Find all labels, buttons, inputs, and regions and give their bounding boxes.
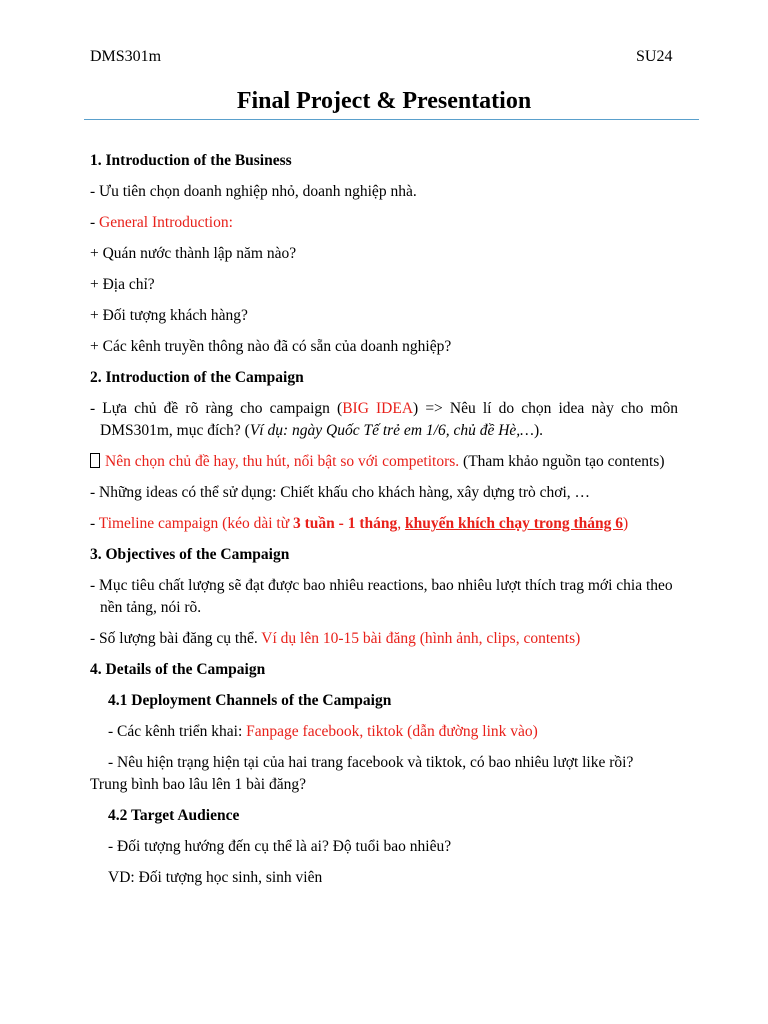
big-idea-label: BIG IDEA xyxy=(342,400,414,417)
s1-question-4: + Các kênh truyền thông nào đã có sẵn của doanh nghiệp? xyxy=(90,338,452,355)
s2-line-1-b: ) => Nêu lí do chọn idea này cho môn DMS301m, mục đích? ( xyxy=(100,400,679,439)
timeline-duration: 3 tuần - 1 tháng xyxy=(293,515,398,532)
s1-question-2: + Địa chỉ? xyxy=(90,276,155,293)
checkbox-icon xyxy=(90,453,100,468)
section-3-heading: 3. Objectives of the Campaign xyxy=(90,546,290,563)
s4-1-line-2-cont: Trung bình bao lâu lên 1 bài đăng? xyxy=(90,776,306,793)
s2-line-2 xyxy=(90,451,678,473)
course-code: DMS301m xyxy=(90,48,162,65)
term-code: SU24 xyxy=(636,48,673,65)
s2-line-4-dash: - xyxy=(90,515,99,532)
s3-line-2 xyxy=(90,628,678,650)
timeline-label: Timeline campaign (kéo dài từ xyxy=(98,515,293,532)
timeline-comma: , xyxy=(397,515,405,532)
s3-line-2-red: Ví dụ lên 10-15 bài đăng (hình ảnh, clips, contents) xyxy=(261,630,581,647)
s1-question-1: + Quán nước thành lập năm nào? xyxy=(90,245,297,262)
s3-line-2-a: - Số lượng bài đăng cụ thể. xyxy=(90,630,262,647)
document-body xyxy=(90,150,678,889)
page-title: Final Project & Presentation xyxy=(236,88,532,114)
section-1-heading: 1. Introduction of the Business xyxy=(90,152,292,169)
timeline-recommendation: khuyến khích chạy trong tháng 6 xyxy=(404,515,624,532)
s2-example-italic: Ví dụ: ngày Quốc Tế trẻ em 1/6, chủ đề Hè,… xyxy=(249,422,534,439)
s4-1-line-1-a: - Các kênh triển khai: xyxy=(108,723,247,740)
s1-line-2 xyxy=(90,212,678,234)
subsection-4-2-heading: 4.2 Target Audience xyxy=(108,807,240,824)
s1-line-2-dash: - xyxy=(90,214,100,231)
section-4-heading: 4. Details of the Campaign xyxy=(90,661,266,678)
s1-question-3: + Đối tượng khách hàng? xyxy=(90,307,248,324)
s2-line-1 xyxy=(90,398,678,442)
s4-1-channels: Fanpage facebook, tiktok (dẫn đường link vào) xyxy=(246,723,538,740)
s4-1-line-2: - Nêu hiện trạng hiện tại của hai trang facebook và tiktok, có bao nhiêu lượt like rồi? xyxy=(108,754,634,771)
s2-line-4 xyxy=(90,513,678,535)
s2-line-2-red: Nên chọn chủ đề hay, thu hút, nổi bật so với competitors. xyxy=(105,453,460,470)
title-divider xyxy=(84,119,699,120)
s2-line-2-b: (Tham khảo nguồn tạo contents) xyxy=(459,453,665,470)
s2-line-1-a: - Lựa chủ đề rõ ràng cho campaign ( xyxy=(90,400,343,417)
general-introduction-label: General Introduction: xyxy=(99,214,233,231)
s4-2-line-1: - Đối tượng hướng đến cụ thể là ai? Độ tuổi bao nhiêu? xyxy=(108,838,452,855)
s4-2-line-2: VD: Đối tượng học sinh, sinh viên xyxy=(108,869,323,886)
subsection-4-1-heading: 4.1 Deployment Channels of the Campaign xyxy=(108,692,392,709)
s3-line-1: - Mục tiêu chất lượng sẽ đạt được bao nhiêu reactions, bao nhiêu lượt thích trag mới chia theo nền tảng, nói rõ. xyxy=(90,577,673,616)
timeline-close: ) xyxy=(623,515,629,532)
s4-1-line-1 xyxy=(90,721,678,743)
s2-line-1-c: ). xyxy=(533,422,543,439)
s1-line-1: - Ưu tiên chọn doanh nghiệp nhỏ, doanh nghiệp nhà. xyxy=(90,183,417,200)
s2-line-3: - Những ideas có thể sử dụng: Chiết khấu cho khách hàng, xây dựng trò chơi, … xyxy=(90,484,591,501)
section-2-heading: 2. Introduction of the Campaign xyxy=(90,369,304,386)
